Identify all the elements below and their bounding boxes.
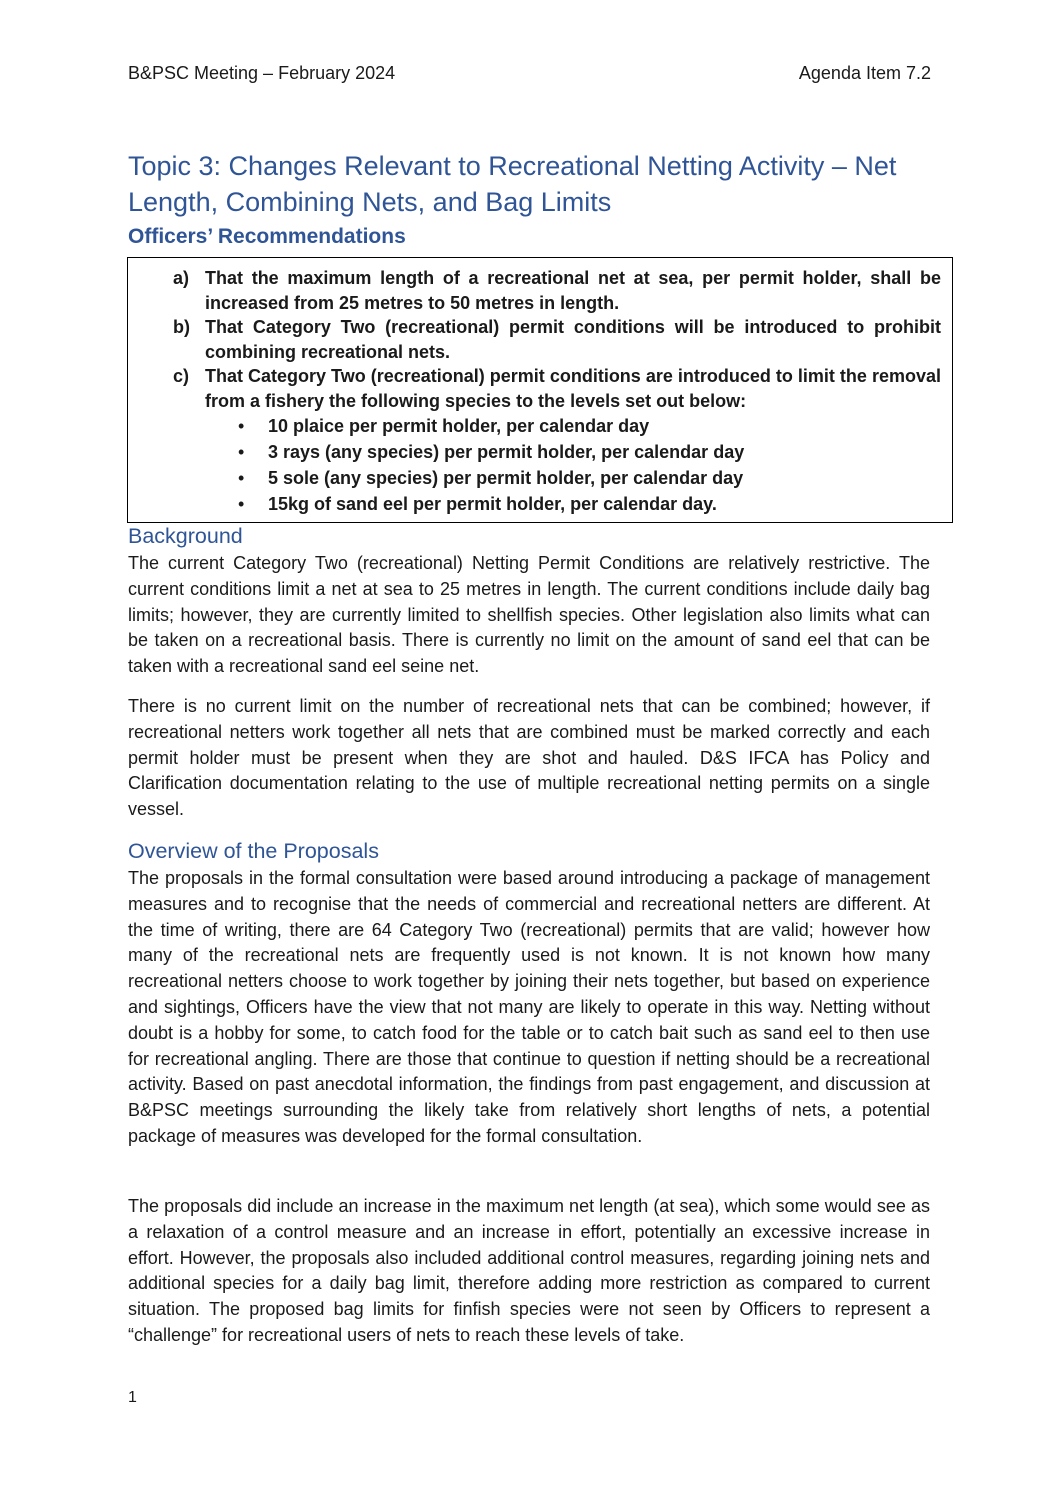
page-title: Topic 3: Changes Relevant to Recreational Netting Activity – Net Length, Combining Nets, and Bag Limits — [128, 151, 897, 217]
bag-limit-item — [205, 465, 941, 491]
recommendation-text: That Category Two (recreational) permit conditions will be introduced to prohibit combining recreational nets. — [205, 317, 941, 362]
recommendation-b — [128, 315, 952, 364]
bag-limit-item — [205, 413, 941, 439]
header-agenda-item: Agenda Item 7.2 — [798, 63, 931, 83]
bullet-icon: • — [238, 442, 245, 462]
background-paragraph-1: The current Category Two (recreational) Netting Permit Conditions are relatively restrictive. The current conditions limit a net at sea to 25 metres in length. The current conditions include daily bag limits; however, they are currently limited to shellfish species. Other legislation also limits what can be taken on a recreational basis. There is currently no limit on the amount of sand eel that can be taken with a recreational sand eel seine net. — [128, 553, 930, 677]
bullet-icon: • — [238, 416, 245, 436]
recommendation-marker: a) — [173, 268, 190, 288]
recommendations-list — [128, 266, 952, 517]
overview-paragraph-2: The proposals did include an increase in the maximum net length (at sea), which some would see as a relaxation of a control measure and an increase in effort, potentially an excessive increase in effort. However, the proposals also included additional control measures, regarding joining nets and additional species for a daily bag limit, therefore adding more restriction as compared to current situation. The proposed bag limits for finfish species were not seen by Officers to represent a “challenge” for recreational users of nets to reach these levels of take. — [128, 1196, 930, 1345]
bullet-icon: • — [238, 468, 245, 488]
recommendations-box — [127, 257, 953, 523]
bag-limit-text: 10 plaice per permit holder, per calendar day — [268, 416, 650, 436]
header-meeting: B&PSC Meeting – February 2024 — [128, 63, 396, 83]
page-number: 1 — [128, 1389, 137, 1406]
bag-limit-text: 15kg of sand eel per permit holder, per calendar day. — [268, 494, 717, 514]
bullet-icon: • — [238, 494, 245, 514]
page-header — [128, 63, 931, 84]
bag-limit-item — [205, 491, 941, 517]
overview-paragraph-1: The proposals in the formal consultation were based around introducing a package of management measures and to recognise that the needs of commercial and recreational netters are different. At the time of writing, there are 64 Category Two (recreational) permits that are valid; however how many of the recreational nets are frequently used is not known. It is not known how many recreational netters choose to work together by joining their nets together, but based on experience and sightings, Officers have the view that not many are likely to operate in this way. Netting without doubt is a hobby for some, to catch food for the table or to catch bait such as sand eel to then use for recreational angling. There are those that continue to question if netting should be a recreational activity. Based on past anecdotal information, the findings from past engagement, and discussion at B&PSC meetings surrounding the likely take from relatively short lengths of nets, a potential package of measures was developed for the formal consultation. — [128, 868, 930, 1146]
recommendation-c — [128, 364, 952, 517]
recommendation-marker: b) — [173, 317, 190, 337]
recommendation-text: That Category Two (recreational) permit conditions are introduced to limit the removal from a fishery the following species to the levels set out below: — [205, 366, 941, 411]
bag-limit-text: 5 sole (any species) per permit holder, per calendar day — [268, 468, 744, 488]
bag-limit-item — [205, 439, 941, 465]
recommendation-marker: c) — [173, 366, 190, 386]
recommendation-a — [128, 266, 952, 315]
recommendation-text: That the maximum length of a recreational net at sea, per permit holder, shall be increased from 25 metres to 50 metres in length. — [205, 268, 941, 313]
bag-limit-text: 3 rays (any species) per permit holder, per calendar day — [268, 442, 745, 462]
background-paragraph-2: There is no current limit on the number of recreational nets that can be combined; however, if recreational netters work together all nets that are combined must be marked correctly and each permit holder must be present when they are shot and hauled. D&S IFCA has Policy and Clarification documentation relating to the use of multiple recreational netting permits on a single vessel. — [128, 696, 930, 820]
background-heading: Background — [128, 524, 243, 548]
overview-heading: Overview of the Proposals — [128, 839, 379, 863]
recommendations-heading: Officers’ Recommendations — [128, 225, 406, 248]
bag-limit-list — [205, 413, 941, 517]
